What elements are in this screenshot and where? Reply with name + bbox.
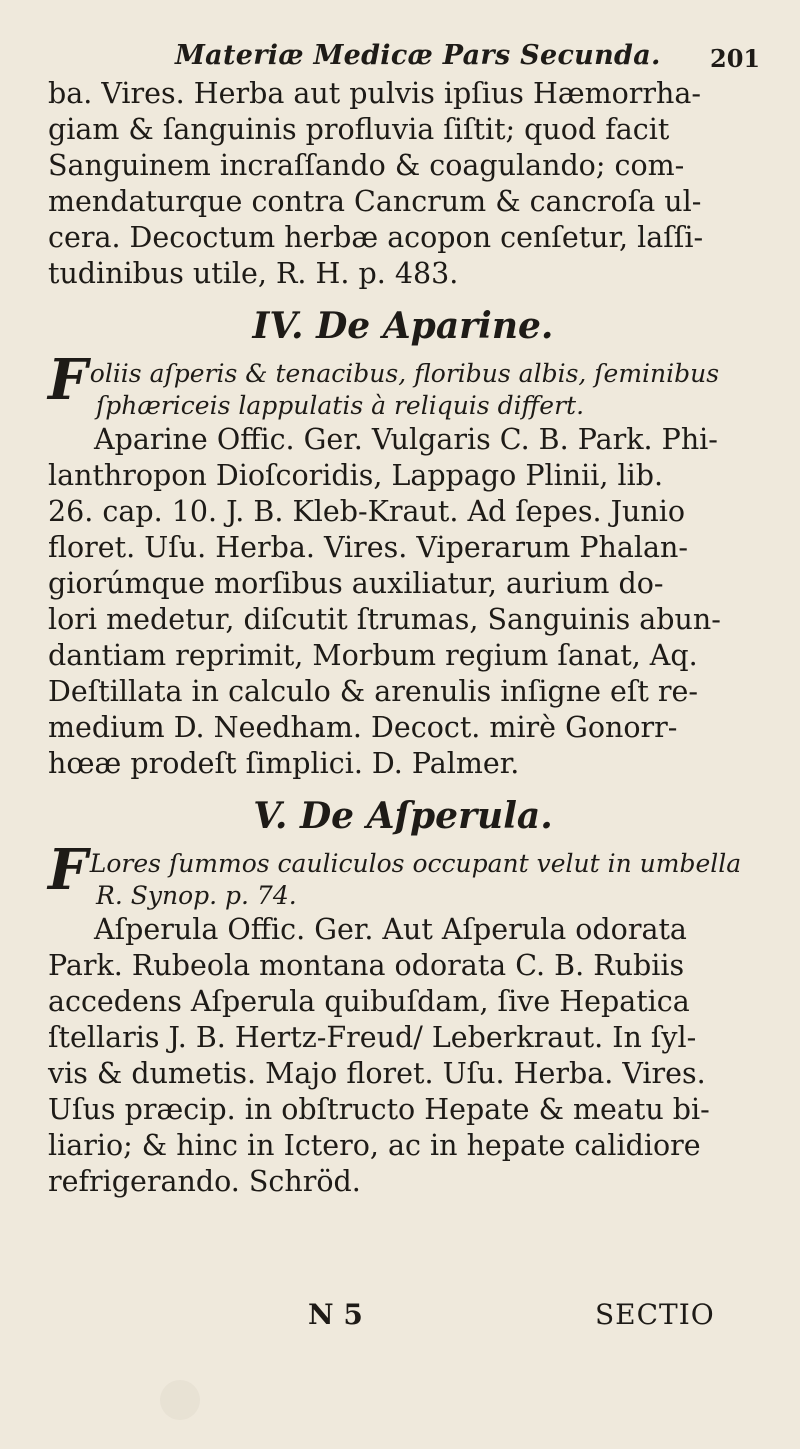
running-title: Materiæ Medicæ Pars Secunda. [175,40,661,71]
text-line: mendaturque contra Cancrum & cancroſa ul- [48,185,702,218]
drop-cap: F [48,837,88,903]
intro-paragraph [48,76,758,292]
text-line: medium D. Needham. Decoct. mirè Gonorr- [48,711,678,744]
text-line: Sanguinem incraſſando & coagulando; com- [48,149,685,182]
asperula-body [48,912,758,1200]
text-line: floret. Uſu. Herba. Vires. Viperarum Phalan- [48,531,688,564]
signature-mark: N 5 [308,1298,363,1331]
page-header [0,40,800,80]
asperula-description [48,837,758,912]
text-line: lori medetur, diſcutit ſtrumas, Sanguinis abun- [48,603,721,636]
text-line: oliis aſperis & tenacibus, floribus albis, ſeminibus [89,359,720,388]
text-line: 26. cap. 10. J. B. Kleb-Kraut. Ad ſepes. Junio [48,495,686,528]
page-body [48,76,758,1200]
paper-stain [160,1380,200,1420]
text-line: Aparine Offic. Ger. Vulgaris C. B. Park. Phi- [94,423,718,456]
text-line: Park. Rubeola montana odorata C. B. Rubiis [48,949,685,982]
aparine-description [48,347,758,422]
text-line: vis & dumetis. Majo floret. Uſu. Herba. Vires. [48,1057,706,1090]
catchword: SECTIO [595,1298,715,1331]
text-line: Lores ſummos cauliculos occupant velut in umbella [89,849,742,878]
text-line: hœæ prodeſt ſimplici. D. Palmer. [48,747,520,780]
text-line: dantiam reprimit, Morbum regium ſanat, Aq. [48,639,698,672]
text-line: giam & ſanguinis profluvia ſiſtit; quod facit [48,113,670,146]
page-number: 201 [710,44,761,73]
text-line: ſtellaris J. B. Hertz-Freud/ Leberkraut. In ſyl- [48,1021,697,1054]
text-line: R. Synop. p. 74. [96,881,297,910]
section-heading-aparine: IV. De Aparine. [252,305,554,347]
text-line: Deſtillata in calculo & arenulis inſigne eſt re- [48,675,699,708]
text-line: cera. Decoctum herbæ acopon cenſetur, laſſi- [48,221,704,254]
text-line: tudinibus utile, R. H. p. 483. [48,257,459,290]
text-line: ba. Vires. Herba aut pulvis ipſius Hæmorrha- [48,77,702,110]
text-line: refrigerando. Schröd. [48,1165,361,1198]
text-line: Uſus præcip. in obſtructo Hepate & meatu bi- [48,1093,710,1126]
text-line: Aſperula Offic. Ger. Aut Aſperula odorata [94,913,687,946]
text-line: giorúmque morſibus auxiliatur, aurium do- [48,567,664,600]
section-heading-asperula: V. De Aſperula. [253,795,553,837]
drop-cap: F [48,347,88,413]
text-line: accedens Aſperula quibuſdam, ſive Hepatica [48,985,690,1018]
text-line: liario; & hinc in Ictero, ac in hepate calidiore [48,1129,701,1162]
aparine-body [48,422,758,782]
text-line: ſphæriceis lappulatis à reliquis differt. [96,391,585,420]
text-line: lanthropon Dioſcoridis, Lappago Plinii, lib. [48,459,664,492]
page-footer [0,1298,800,1338]
